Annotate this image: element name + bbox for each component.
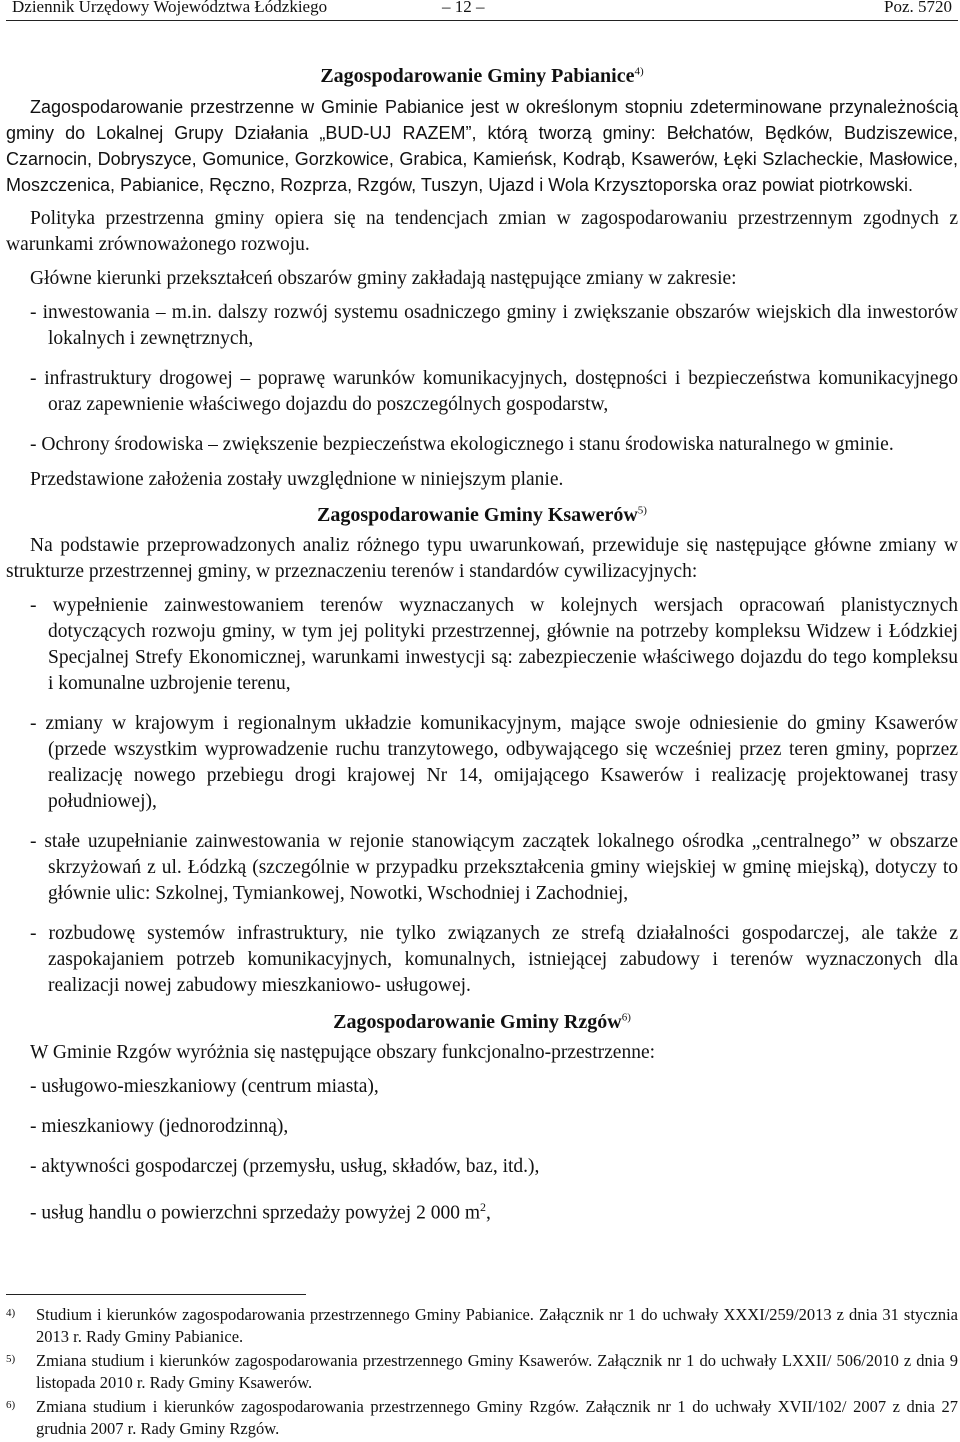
footnote [6, 1350, 958, 1394]
paragraph: Przedstawione założenia zostały uwzględnione w niniejszym planie. [30, 469, 564, 490]
footnote-text: Zmiana studium i kierunków zagospodarowania przestrzennego Gminy Rzgów. Załącznik nr 1 do uchwały XVII/102/ 2007 z dnia 27 grudnia 2007 r. Rady Gminy Rzgów. [36, 1397, 958, 1438]
footnote-number: 5) [6, 1353, 16, 1365]
list-item: - mieszkaniowy (jednorodzinną), [30, 1116, 289, 1137]
list-item: - usług handlu o powierzchni sprzedaży powyżej 2 000 $m^2$, [30, 1200, 491, 1224]
paragraph: Zagospodarowanie przestrzenne w Gminie Pabianice jest w określonym stopniu zdeterminowane przynależnością gminy do Lokalnej Grupy Działania „BUD-UJ RAZEM”, którą tworzą gminy: Bełchatów, Będków, Budziszewice, Czarnocin, Dobryszyce, Gomunice, Gorzkowice, Grabica, Kamieńsk, Kodrąb, Ksawerów, Łęki Szlacheckie, Masłowice, Moszczenica, Pabianice, Ręczno, Rozprza, Rzgów, Tuszyn, Ujazd i Wola Krzysztoporska oraz powiat piotrkowski. [6, 97, 958, 195]
footnote-divider [6, 1294, 306, 1295]
section-title-pabianice: Zagospodarowanie Gminy Pabianice$^{4)}$ [320, 65, 644, 87]
main-content [6, 62, 958, 1236]
journal-name: Dziennik Urzędowy Województwa Łódzkiego [12, 0, 328, 16]
footnotes [6, 1304, 958, 1442]
list-item: - wypełnienie zainwestowaniem terenów wyznaczanych w kolejnych wersjach opracowań planistycznych dotyczących rozwoju gminy, w tym jej polityki przestrzennej, głównie na potrzeby kompleksu Widzew i Łódzkiej Specjalnej Strefy Ekonomicznej, warunkami inwestycji są: zabezpieczenie właściwego dojazdu do tego kompleksu i komunalne uzbrojenie terenu, [30, 595, 958, 694]
footnote [6, 1396, 958, 1440]
paragraph: W Gminie Rzgów wyróżnia się następujące obszary funkcjonalno-przestrzenne: [30, 1042, 656, 1063]
footnote-text: Studium i kierunków zagospodarowania przestrzennego Gminy Pabianice. Załącznik nr 1 do uchwały XXXI/259/2013 z dnia 31 stycznia 2013 r. Rady Gminy Pabianice. [36, 1305, 958, 1346]
list-item: - inwestowania – m.in. dalszy rozwój systemu osadniczego gminy i zwiększanie obszarów wiejskich dla inwestorów lokalnych i zewnętrznych, [30, 302, 958, 349]
list-item: - stałe uzupełnianie zainwestowania w rejonie stanowiącym zaczątek lokalnego ośrodka „centralnego” w obszarze skrzyżowań z ul. Łódzką (szczególnie w przypadku przekształcenia gminy wiejskiej w gminę miejską), dotyczy to głównie ulic: Szkolnej, Tymiankowej, Nowotki, Wschodniej i Zachodniej, [30, 831, 958, 904]
superscript: 2 [480, 1200, 487, 1214]
position-number: Poz. 5720 [884, 0, 952, 16]
paragraph: Polityka przestrzenna gminy opiera się na tendencjach zmian w zagospodarowaniu przestrzennym zgodnych z warunkami zrównoważonego rozwoju. [6, 208, 958, 255]
footnote-ref: 5) [637, 504, 647, 517]
paragraph: Główne kierunki przekształceń obszarów gminy zakładają następujące zmiany w zakresie: [30, 268, 737, 289]
page-header [6, 0, 954, 20]
footnote-text: Zmiana studium i kierunków zagospodarowania przestrzennego Gminy Ksawerów. Załącznik nr 1 do uchwały LXXII/ 506/2010 z dnia 9 listopada 2010 r. Rady Gminy Ksawerów. [36, 1351, 958, 1392]
list-item: - usługowo-mieszkaniowy (centrum miasta), [30, 1076, 379, 1097]
list-item: - zmiany w krajowym i regionalnym układzie komunikacyjnym, mające swoje odniesienie do gminy Ksawerów (przede wszystkim wyprowadzenie ruchu tranzytowego, odbywającego się wcześniej przez teren gminy, poprzez realizację nowego przebiegu drogi krajowej Nr 14, omijającego Ksawerów i realizację projektowanej trasy południowej), [30, 713, 958, 812]
footnote-ref: 4) [634, 65, 644, 78]
list-item: - aktywności gospodarczej (przemysłu, usług, składów, baz, itd.), [30, 1156, 540, 1177]
page-number: – 12 – [442, 0, 485, 16]
footnote [6, 1304, 958, 1348]
footnote-ref: 6) [621, 1011, 631, 1024]
section-title-rzgow: Zagospodarowanie Gminy Rzgów$^{6)}$ [333, 1011, 631, 1033]
list-item: - Ochrony środowiska – zwiększenie bezpieczeństwa ekologicznego i stanu środowiska naturalnego w gminie. [30, 434, 894, 455]
paragraph: Na podstawie przeprowadzonych analiz różnego typu uwarunkowań, przewiduje się następujące główne zmiany w strukturze przestrzennej gminy, w przeznaczeniu terenów i standardów cywilizacyjnych: [6, 535, 958, 582]
list-item: - infrastruktury drogowej – poprawę warunków komunikacyjnych, dostępności i bezpieczeństwa komunikacyjnego oraz zapewnienie właściwego dojazdu do poszczególnych gospodarstw, [30, 368, 958, 415]
section-title-ksawerow: Zagospodarowanie Gminy Ksawerów$^{5)}$ [317, 504, 647, 526]
footnote-number: 6) [6, 1399, 16, 1411]
list-item: - rozbudowę systemów infrastruktury, nie tylko związanych ze strefą działalności gospodarczej, ale także z zaspokajaniem potrzeb komunikacyjnych, komunalnych, istniejącej zabudowy i terenów wyznaczonych dla realizacji nowej zabudowy mieszkaniowo- usługowej. [30, 923, 958, 996]
header-divider [6, 20, 958, 21]
footnote-number: 4) [6, 1307, 16, 1319]
